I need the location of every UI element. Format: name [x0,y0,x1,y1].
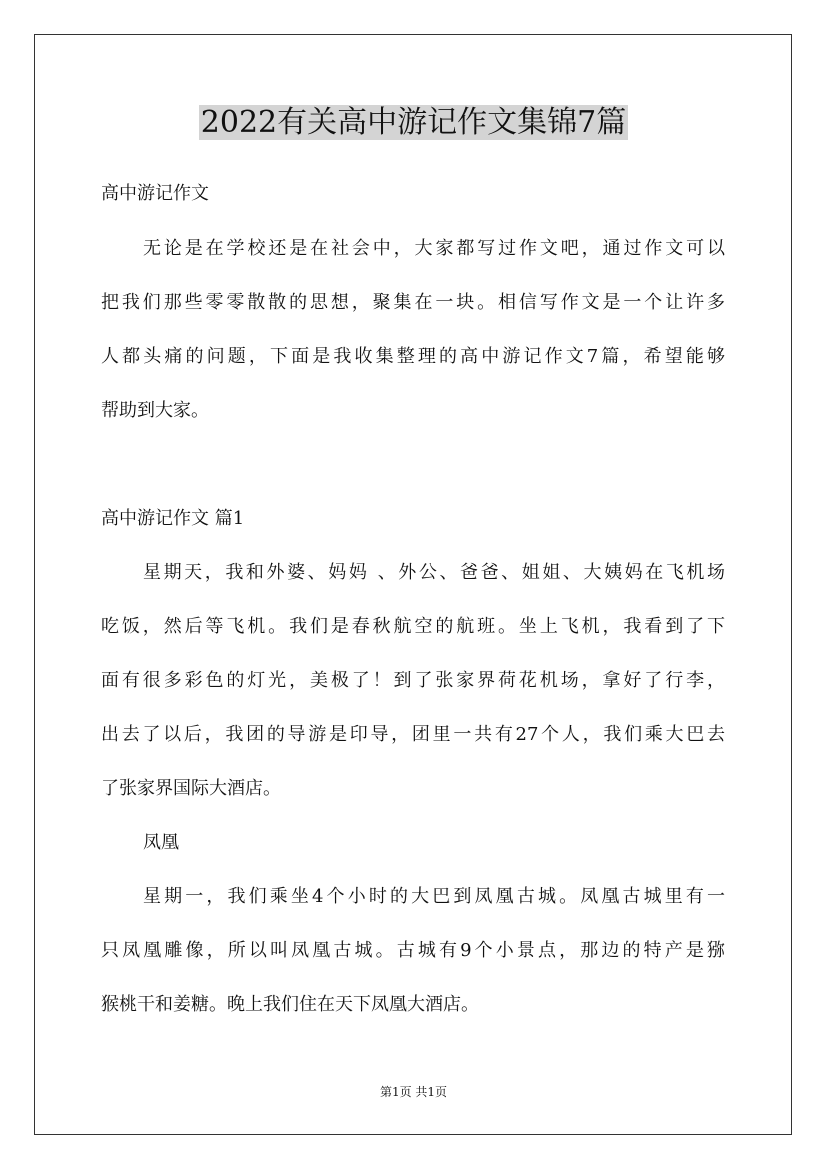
section1-line-2: 吃饭，然后等飞机。我们是春秋航空的航班。坐上飞机，我看到了下 [101,616,725,637]
subheading-fenghuang: 凤凰 [143,832,179,853]
section1-line-4: 出去了以后，我团的导游是印导，团里一共有27个人，我们乘大巴去 [101,724,725,745]
intro-line-1: 无论是在学校还是在社会中，大家都写过作文吧，通过作文可以 [143,238,725,259]
section2-line-2: 只凤凰雕像，所以叫凤凰古城。古城有9个小景点，那边的特产是猕 [101,940,725,961]
section2-line-1: 星期一，我们乘坐4个小时的大巴到凤凰古城。凤凰古城里有一 [143,886,725,907]
page-number-footer: 第1页 共1页 [379,1085,448,1099]
intro-line-4: 帮助到大家。 [101,400,209,421]
document-title-text: 2022有关高中游记作文集锦7篇 [200,105,627,140]
section1-heading: 高中游记作文 篇1 [101,508,245,529]
section1-line-1: 星期天，我和外婆、妈妈 、外公、爸爸、姐姐、大姨妈在飞机场 [143,562,725,583]
section2-line-3: 猴桃干和姜糖。晚上我们住在天下凤凰大酒店。 [101,994,479,1015]
intro-heading: 高中游记作文 [101,183,209,204]
intro-line-2: 把我们那些零零散散的思想，聚集在一块。相信写作文是一个让许多 [101,292,725,313]
intro-line-3: 人都头痛的问题，下面是我收集整理的高中游记作文7篇，希望能够 [101,346,725,367]
document-title [0,104,827,142]
section1-line-3: 面有很多彩色的灯光，美极了！到了张家界荷花机场，拿好了行李， [101,670,725,691]
section1-line-5: 了张家界国际大酒店。 [101,778,281,799]
